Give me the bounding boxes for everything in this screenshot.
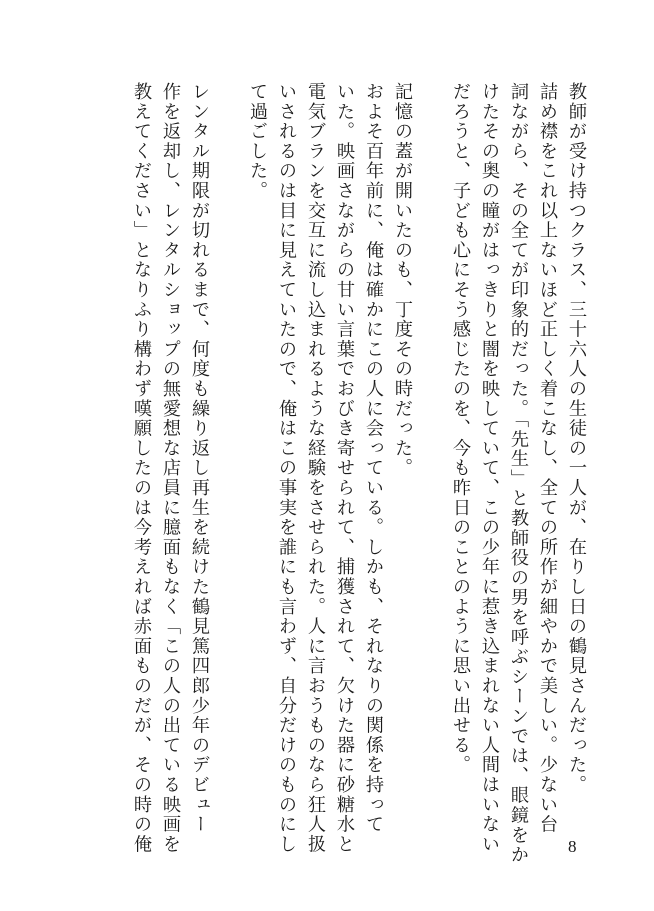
text-column-14: 教えてください」となりふり構わず嘆願したのは今考えれば赤面ものだが、その時の俺: [131, 82, 152, 855]
text-column-13: 作を返却し、レンタルショップの無愛想な店員に臆面もなく「この人の出ている映画を: [160, 82, 181, 855]
text-column-11: て過ごした。: [247, 82, 268, 201]
text-column-9: 電気ブランを交互に流し込まれるような経験をさせられた。人に言おうものなら狂人扱: [305, 82, 326, 855]
text-column-12: レンタル期限が切れるまで、何度も繰り返し再生を続けた鶴見篤四郎少年のデビュー: [189, 82, 210, 835]
page-number: 8: [568, 837, 577, 856]
text-column-6: 記憶の蓋が開いたのも、丁度その時だった。: [392, 82, 413, 478]
text-column-5: だろうと、子ども心にそう感じたのを、今も昨日のことのように思い出せる。: [450, 82, 471, 775]
text-column-4: けたその奥の瞳がはっきりと闇を映していて、この少年に惹き込まれない人間はいない: [479, 82, 500, 855]
text-column-8: いた。映画さながらの甘い言葉でおびき寄せられて、捕獲されて、欠けた器に砂糖水と: [334, 82, 355, 855]
text-column-2: 詰め襟をこれ以上ないほど正しく着こなし、全ての所作が細やかで美しい。少ない台: [537, 82, 558, 835]
text-column-10: いされるのは目に見えていたので、俺はこの事実を誰にも言わず、自分だけのものにし: [276, 82, 297, 855]
text-column-1: 教師が受け持つクラス、三十六人の生徒の一人が、在りし日の鶴見さんだった。: [566, 82, 587, 795]
text-column-3: 詞ながら、その全てが印象的だった。「先生」と教師役の男を呼ぶシーンでは、眼鏡をか: [508, 82, 529, 865]
text-column-7: およそ百年前に、俺は確かにこの人に会っている。しかも、それなりの関係を持って: [363, 82, 384, 835]
